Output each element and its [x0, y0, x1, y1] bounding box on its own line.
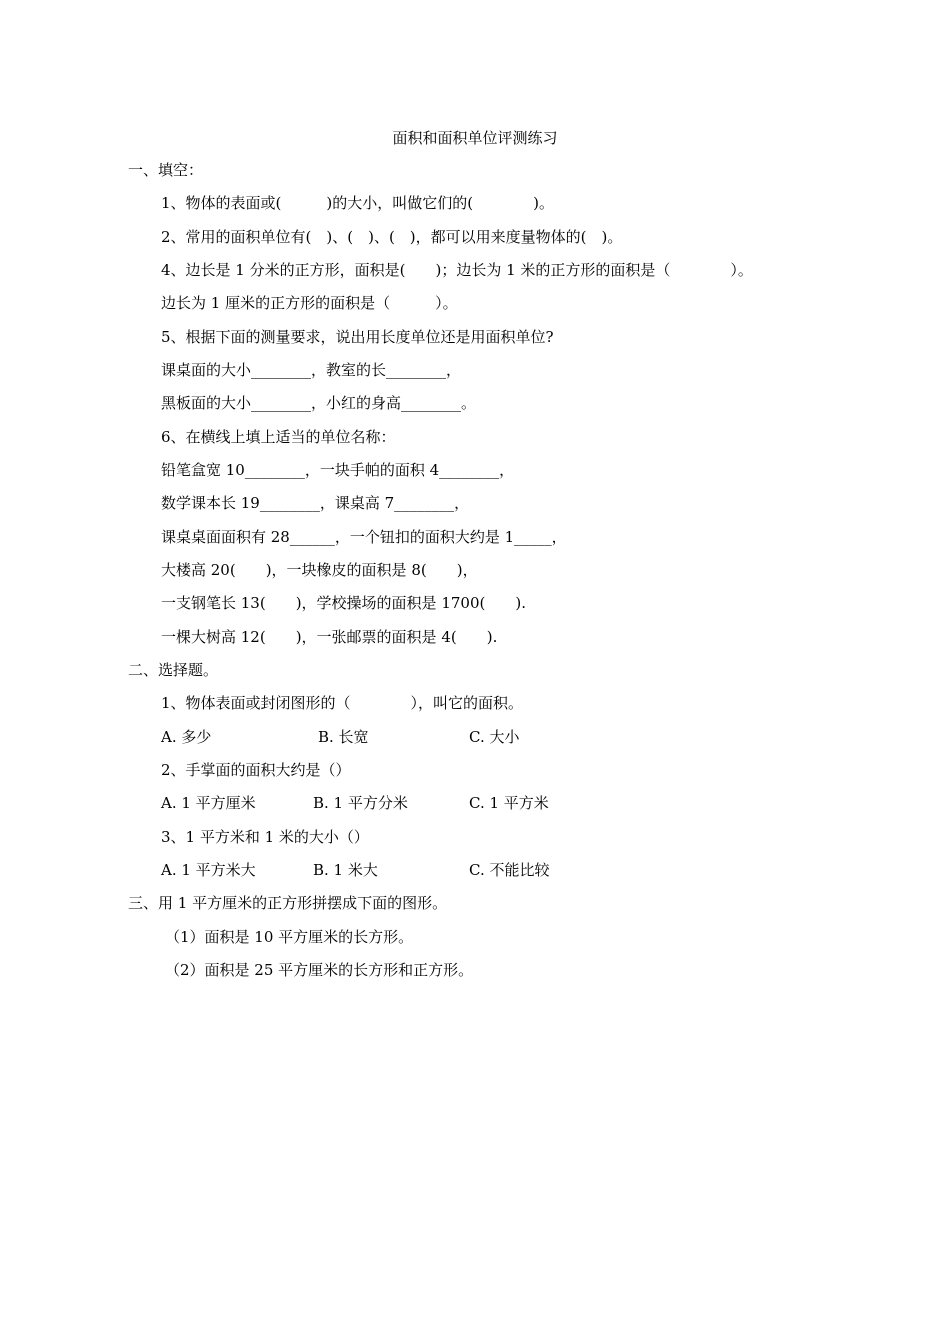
choice-question: 1、物体表面或封闭图形的（ ），叫它的面积。: [161, 694, 524, 712]
question-line: 课桌面的大小________，教室的长________，: [161, 361, 462, 379]
question-line: 一支钢笔长 13( )，学校操场的面积是 1700( ).: [161, 594, 526, 612]
choice-option: B. 长宽: [318, 728, 369, 746]
choice-option: C. 大小: [469, 728, 520, 746]
section-heading-fill-blank: 一、填空：: [128, 161, 204, 179]
section-heading-choice: 二、选择题。: [128, 661, 219, 679]
question-line: 铅笔盒宽 10________，一块手帕的面积 4________，: [161, 461, 515, 479]
question-line: 边长为 1 厘米的正方形的面积是（ ）。: [161, 294, 458, 312]
choice-option: A. 1 平方米大: [161, 861, 256, 879]
question-line: 2、常用的面积单位有( )、( )、( )，都可以用来度量物体的( )。: [161, 228, 623, 246]
question-line: 一棵大树高 12( )，一张邮票的面积是 4( ).: [161, 628, 498, 646]
question-line: 黑板面的大小________，小红的身高________。: [161, 394, 477, 412]
question-line: 1、物体的表面或( )的大小，叫做它们的( )。: [161, 194, 554, 212]
choice-question: 2、手掌面的面积大约是（）: [161, 761, 351, 779]
question-line: 5、根据下面的测量要求，说出用长度单位还是用面积单位?: [161, 328, 554, 346]
question-line: 6、在横线上填上适当的单位名称：: [161, 428, 396, 446]
choice-option: C. 1 平方米: [469, 794, 549, 812]
question-line: 大楼高 20( )，一块橡皮的面积是 8( )，: [161, 561, 478, 579]
tiling-item: （1）面积是 10 平方厘米的长方形。: [165, 928, 414, 946]
choice-option: A. 1 平方厘米: [161, 794, 256, 812]
choice-option: B. 1 米大: [313, 861, 378, 879]
choice-option: C. 不能比较: [469, 861, 550, 879]
choice-option: A. 多少: [161, 728, 212, 746]
question-line: 课桌桌面面积有 28______，一个钮扣的面积大约是 1_____，: [161, 528, 567, 546]
page-title: 面积和面积单位评测练习: [392, 129, 558, 147]
question-line: 4、边长是 1 分米的正方形，面积是( )；边长为 1 米的正方形的面积是（ ）。: [161, 261, 753, 279]
question-line: 数学课本长 19________，课桌高 7________，: [161, 494, 470, 512]
tiling-item: （2）面积是 25 平方厘米的长方形和正方形。: [165, 961, 474, 979]
section-heading-tiling: 三、用 1 平方厘米的正方形拼摆成下面的图形。: [128, 894, 448, 912]
choice-question: 3、1 平方米和 1 米的大小（）: [161, 828, 369, 846]
choice-option: B. 1 平方分米: [313, 794, 408, 812]
